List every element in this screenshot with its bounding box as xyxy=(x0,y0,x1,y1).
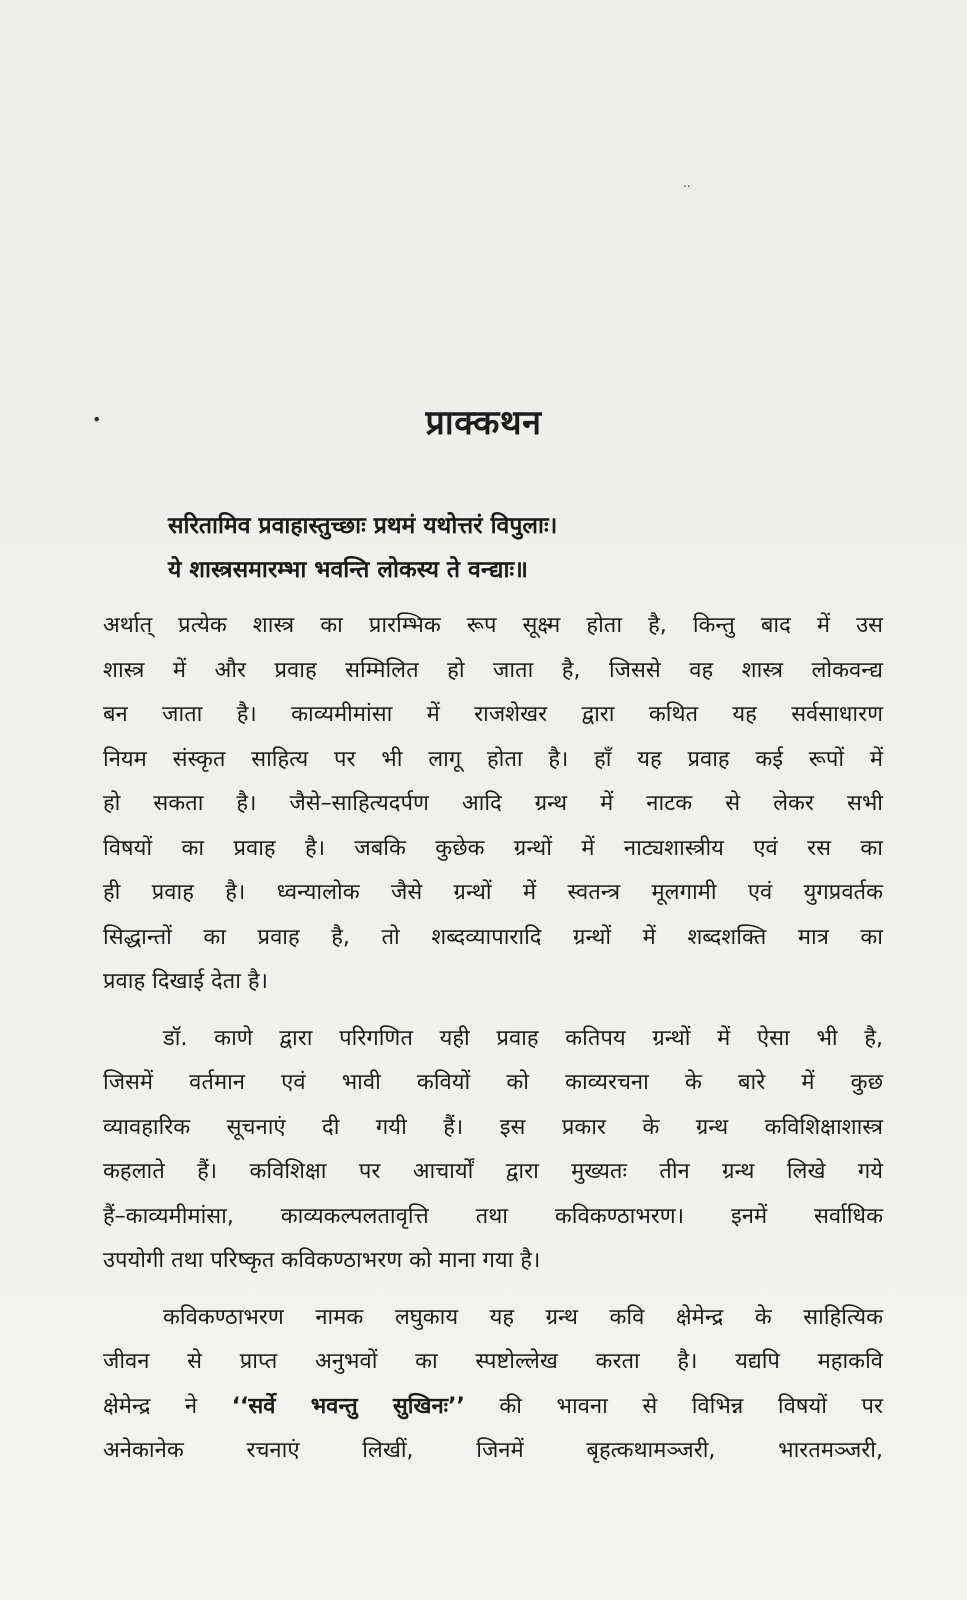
text-line: बन जाता है। काव्यमीमांसा में राजशेखर द्वारा कथित यह सर्वसाधारण xyxy=(103,702,883,727)
text-line: हो सकता है। जैसे–साहित्यदर्पण आदि ग्रन्थ में नाटक से लेकर सभी xyxy=(103,791,883,816)
text-line: शास्त्र में और प्रवाह सम्मिलित हो जाता है, जिससे वह शास्त्र लोकवन्द्य xyxy=(103,657,883,683)
page-speck: .. xyxy=(683,176,691,190)
page-speck: • xyxy=(92,410,102,429)
text-line: अर्थात् प्रत्येक शास्त्र का प्रारम्भिक रूप सूक्ष्म होता है, किन्तु बाद में उस xyxy=(103,613,883,638)
text-line: विषयों का प्रवाह है। जबकि कुछेक ग्रन्थों में नाट्यशास्त्रीय एवं रस का xyxy=(103,835,883,861)
text-line: कहलाते हैं। कविशिक्षा पर आचार्यों द्वारा मुख्यतः तीन ग्रन्थ लिखे गये xyxy=(103,1159,883,1184)
text-line: उपयोगी तथा परिष्कृत कविकण्ठाभरण को माना गया है। xyxy=(103,1248,541,1273)
text-line: नियम संस्कृत साहित्य पर भी लागू होता है। हाँ यह प्रवाह कई रूपों में xyxy=(103,746,883,772)
sanskrit-verse xyxy=(168,504,888,592)
paragraph-3 xyxy=(103,1296,883,1474)
verse-line: ये शास्त्रसमारम्भा भवन्ति लोकस्य ते वन्द्याः॥ xyxy=(168,557,528,583)
text-line: जीवन से प्राप्त अनुभवों का स्पष्टोल्लेख करता है। यद्यपि महाकवि xyxy=(103,1349,883,1374)
text-line: ही प्रवाह है। ध्वन्यालोक जैसे ग्रन्थों में स्वतन्त्र मूलगामी एवं युगप्रवर्तक xyxy=(103,880,883,905)
text-line: हैं–काव्यमीमांसा, काव्यकल्पलतावृत्ति तथा कविकण्ठाभरण। इनमें सर्वाधिक xyxy=(103,1203,883,1229)
page-title: प्राक्कथन xyxy=(425,403,542,443)
text-line: डॉ. काणे द्वारा परिगणित यही प्रवाह कतिपय ग्रन्थों में ऐसा भी है, xyxy=(163,1025,883,1051)
text-line: कविकण्ठाभरण नामक लघुकाय यह ग्रन्थ कवि क्षेमेन्द्र के साहित्यिक xyxy=(163,1304,883,1330)
body-text xyxy=(103,604,883,1486)
verse-line: सरितामिव प्रवाहास्तुच्छाः प्रथमं यथोत्तरं विपुलाः। xyxy=(168,513,558,539)
text-line-with-quote xyxy=(103,1385,883,1430)
text-line: जिसमें वर्तमान एवं भावी कवियों को काव्यरचना के बारे में कुछ xyxy=(103,1070,883,1095)
text-line: सिद्धान्तों का प्रवाह है, तो शब्दव्यापारादि ग्रन्थों में शब्दशक्ति मात्र का xyxy=(103,924,883,950)
paragraph-1 xyxy=(103,604,883,1005)
text-line: अनेकानेक रचनाएं लिखीं, जिनमें बृहत्कथामञ्जरी, भारतमञ्जरी, xyxy=(103,1438,883,1463)
paragraph-2 xyxy=(103,1017,883,1284)
text-fragment: की भावना से विभिन्न विषयों पर xyxy=(464,1393,884,1419)
text-line: प्रवाह दिखाई देता है। xyxy=(103,969,268,994)
text-line: व्यावहारिक सूचनाएं दी गयी हैं। इस प्रकार के ग्रन्थ कविशिक्षाशास्त्र xyxy=(103,1114,883,1140)
quoted-phrase: ‘‘सर्वे भवन्तु सुखिनः’’ xyxy=(231,1393,465,1419)
text-fragment: क्षेमेन्द्र ने xyxy=(103,1393,232,1419)
